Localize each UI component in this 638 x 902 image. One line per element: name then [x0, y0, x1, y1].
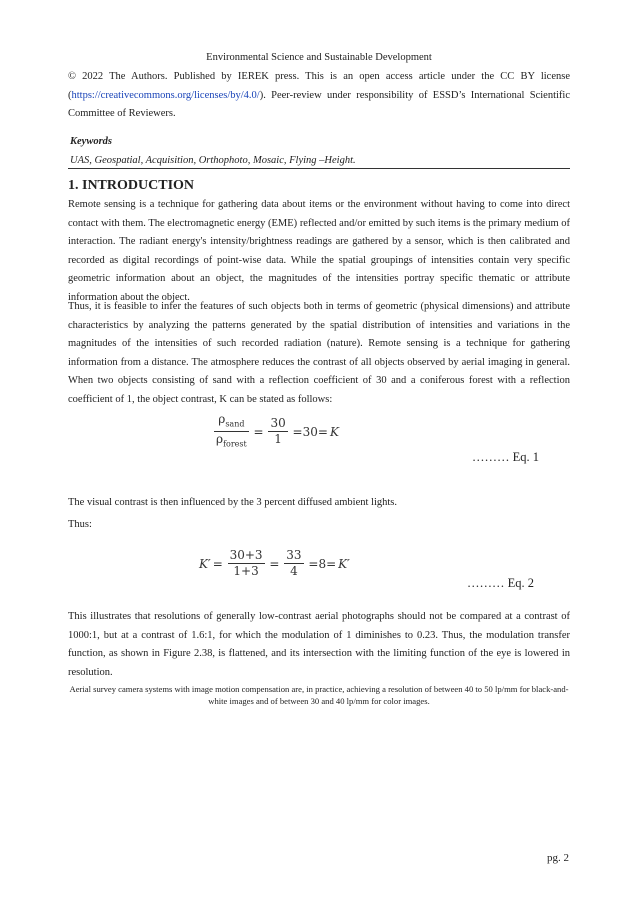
figure-note: Aerial survey camera systems with image motion compensation are, in practice, achieving a resolution of between 40 to 50 lp/mm for black-and-white images and of between 30 and 40 lp/mm for color images.	[69, 684, 569, 706]
section-heading: 1. INTRODUCTION	[68, 178, 195, 193]
eq2-denominator-1: 1+3	[233, 564, 259, 578]
eq1-k: K	[329, 424, 339, 439]
eq2-fraction-1	[228, 548, 265, 579]
equation-1	[214, 412, 340, 452]
eq1-result: =30=	[292, 424, 328, 439]
equation-2	[198, 548, 351, 579]
intro-paragraph-2: Thus, it is feasible to infer the features of such objects both in terms of geometric (physical dimensions) and attribute characteristics by analyzing the patterns generated by the spatial distribution of intensities and variations in the magnitudes of the intensities of such recorded radiation (nature). Remote sensing is a technique for gathering information from a distance. The atmosphere reduces the contrast of all objects observed by aerial imaging in general. When two objects consisting of sand with a reflection coefficient of 30 and a coniferous forest with a reflection coefficient of 1, the object contrast, K can be stated as follows:	[68, 301, 570, 405]
intro-paragraph-3: The visual contrast is then influenced by the 3 percent diffused ambient lights.	[68, 497, 398, 508]
eq2-numerator-1: 30+3	[229, 548, 263, 562]
eq2-rhs-k: K′	[338, 556, 350, 571]
eq1-label: ……… Eq. 1	[472, 450, 540, 464]
eq2-label: ……… Eq. 2	[467, 576, 535, 590]
eq1-number-fraction	[268, 416, 287, 447]
eq1-sub-forest: forest	[223, 439, 247, 449]
license-statement	[68, 68, 570, 124]
license-text-before: © 2022 The Authors. Published by IEREK press. This is an open access article under the CC BY license (	[68, 71, 570, 101]
keywords-divider	[68, 168, 570, 169]
eq1-equals: =	[253, 424, 264, 439]
license-link[interactable]: https://creativecommons.org/licenses/by/4.0/	[71, 89, 260, 101]
keywords-title: Keywords	[70, 136, 112, 147]
eq2-result: =8=	[308, 556, 337, 571]
eq1-denominator: 1	[274, 432, 282, 447]
keywords-list: UAS, Geospatial, Acquisition, Orthophoto, Mosaic, Flying –Height.	[70, 155, 356, 166]
eq2-lhs: K′	[199, 556, 211, 571]
eq1-rho-fraction	[214, 412, 249, 452]
license-text-after: ). Peer-review under responsibility of ESSD’s International Scientific Committee of Reviewers.	[68, 89, 570, 119]
eq1-rho-sand: ρ	[218, 412, 226, 426]
page-number: pg. 2	[547, 852, 569, 864]
intro-paragraph-4: Thus:	[68, 519, 92, 530]
eq1-numerator: 30	[270, 416, 286, 431]
eq1-rho-forest: ρ	[216, 432, 224, 447]
intro-paragraph-5: This illustrates that resolutions of generally low-contrast aerial photographs should not be compared at a contrast of 1000:1, but at a contrast of 1.6:1, for which the modulation of 1 diminishes to 0.23. Thus, the modulation transfer function, as shown in Figure 2.38, is flattened, and its intersection with the limiting function of the eye is lowered in resolution.	[68, 611, 570, 678]
eq2-numerator-2: 33	[286, 548, 302, 562]
eq2-equals-2: =	[269, 556, 280, 571]
eq2-equals-1: =	[212, 556, 223, 571]
eq2-denominator-2: 4	[290, 564, 298, 578]
eq1-sub-sand: sand	[225, 419, 245, 429]
running-head: Environmental Science and Sustainable Development	[206, 52, 432, 63]
intro-paragraph-1: Remote sensing is a technique for gathering data about items or the environment without having to come into direct contact with them. The electromagnetic energy (EME) reflected and/or emitted by such items is the primary medium of interaction. The radiant energy's intensity/brightness readings are gathered by a sensor, which is then calibrated and recorded as digital recordings of point-wise data. While the spatial groupings of intensities contain very specific geometric information about an object, the magnitudes of the intensities portray specific thematic or attribute information about the object.	[68, 199, 570, 303]
eq2-fraction-2	[284, 548, 303, 579]
